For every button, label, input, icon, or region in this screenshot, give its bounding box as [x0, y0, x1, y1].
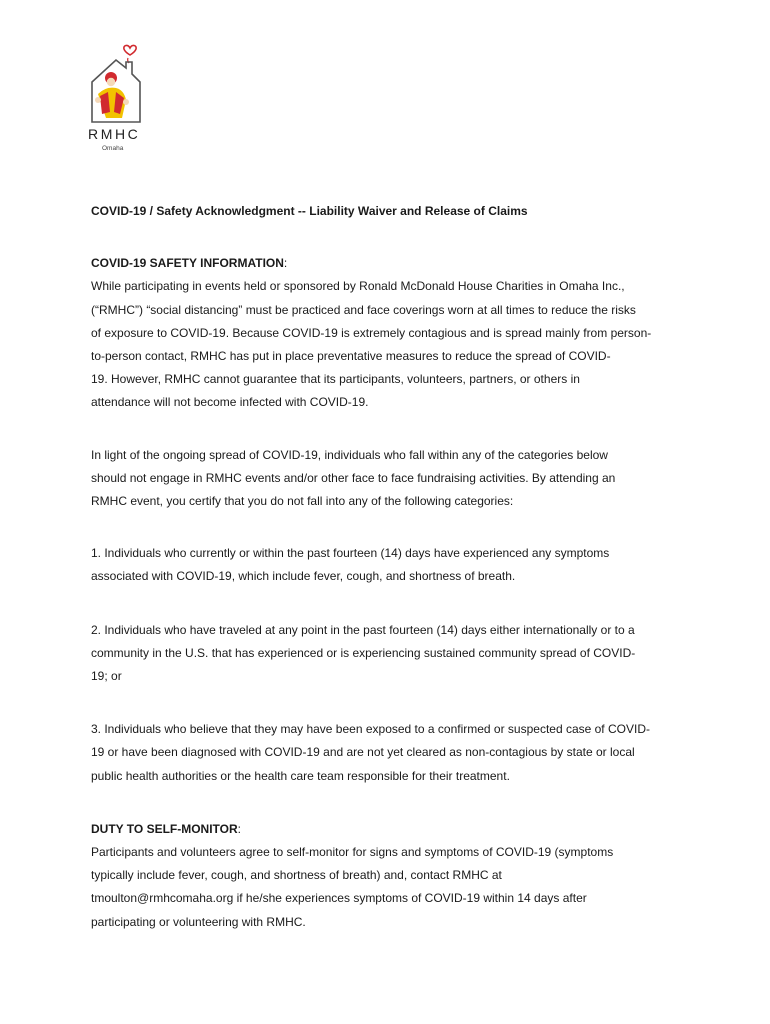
paragraph-line: 19; or	[91, 669, 122, 684]
safety-heading-line	[91, 252, 691, 275]
paragraph-line: to-person contact, RMHC has put in place preventative measures to reduce the spread of COVID-	[91, 349, 611, 364]
duty-heading-line	[91, 818, 691, 841]
paragraph-line: public health authorities or the health care team responsible for their treatment.	[91, 768, 510, 783]
safety-section	[91, 252, 691, 414]
rmhc-logo	[86, 42, 150, 154]
paragraph-line: community in the U.S. that has experienced or is experiencing sustained community spread of COVID-	[91, 645, 636, 660]
paragraph-line: In light of the ongoing spread of COVID-19, individuals who fall within any of the categories below	[91, 447, 608, 462]
paragraph-line: of exposure to COVID-19. Because COVID-19 is extremely contagious and is spread mainly from person-	[91, 325, 652, 340]
paragraph-line: 3. Individuals who believe that they may have been exposed to a confirmed or suspected case of COVID-	[91, 722, 650, 737]
safety-heading: COVID-19 SAFETY INFORMATION	[91, 256, 284, 271]
category-item-1	[91, 542, 691, 588]
categories-intro	[91, 444, 691, 514]
paragraph-line: Participants and volunteers agree to self-monitor for signs and symptoms of COVID-19 (symptoms	[91, 845, 614, 860]
paragraph-line: attendance will not become infected with COVID-19.	[91, 395, 369, 410]
paragraph-line: 2. Individuals who have traveled at any point in the past fourteen (14) days either internationally or to a	[91, 622, 635, 637]
paragraph-line: associated with COVID-19, which include fever, cough, and shortness of breath.	[91, 569, 516, 584]
logo-wordmark: RMHC	[88, 126, 141, 142]
paragraph-line: (“RMHC”) “social distancing” must be practiced and face coverings worn at all times to reduce the risks	[91, 302, 636, 317]
duty-heading-colon: :	[237, 821, 242, 836]
paragraph-line: 19 or have been diagnosed with COVID-19 and are not yet cleared as non-contagious by state or local	[91, 745, 635, 760]
duty-section	[91, 818, 691, 934]
paragraph-line: While participating in events held or sponsored by Ronald McDonald House Charities in Omaha Inc.,	[91, 279, 625, 294]
paragraph-line: 19. However, RMHC cannot guarantee that its participants, volunteers, partners, or others in	[91, 372, 580, 387]
paragraph-line: tmoulton@rmhcomaha.org if he/she experiences symptoms of COVID-19 within 14 days after	[91, 891, 587, 906]
document-title: COVID-19 / Safety Acknowledgment -- Liability Waiver and Release of Claims	[91, 204, 528, 218]
paragraph-line: participating or volunteering with RMHC.	[91, 914, 306, 929]
safety-heading-colon: :	[283, 256, 288, 271]
category-item-2	[91, 619, 691, 689]
paragraph-line: RMHC event, you certify that you do not fall into any of the following categories:	[91, 494, 514, 509]
logo-location: Omaha	[102, 145, 124, 152]
rmhc-house-icon	[86, 42, 150, 126]
category-item-3	[91, 718, 691, 788]
paragraph-line: should not engage in RMHC events and/or other face to face fundraising activities. By attending an	[91, 470, 616, 485]
paragraph-line: typically include fever, cough, and shortness of breath) and, contact RMHC at	[91, 868, 502, 883]
duty-heading: DUTY TO SELF-MONITOR	[91, 821, 238, 836]
paragraph-line: 1. Individuals who currently or within the past fourteen (14) days have experienced any symptoms	[91, 546, 610, 561]
waiver-document	[91, 200, 691, 963]
